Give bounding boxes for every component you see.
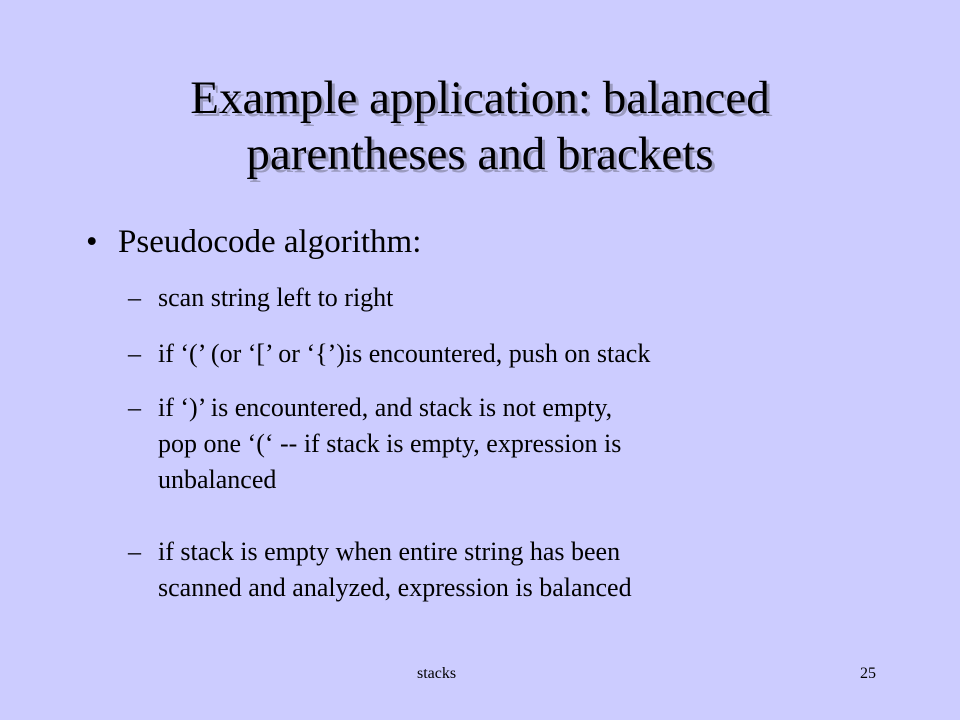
subitem-line: pop one ‘(‘ -- if stack is empty, expression is — [158, 429, 622, 458]
subitem-line: scan string left to right — [158, 283, 394, 312]
subitem-line: if ‘(’ (or ‘[’ or ‘{’)is encountered, push on stack — [158, 339, 651, 368]
subitem-line: unbalanced — [158, 465, 277, 494]
bullet-text: Pseudocode algorithm: — [118, 224, 422, 260]
dash-icon: – — [128, 537, 141, 566]
bullet-item — [86, 222, 421, 262]
subitem-line: scanned and analyzed, expression is balanced — [158, 573, 632, 602]
footer-label: stacks — [417, 665, 457, 682]
subitem-line: if stack is empty when entire string has been — [158, 537, 621, 566]
bullet-icon: • — [86, 224, 98, 260]
page-number: 25 — [860, 665, 876, 682]
dash-icon: – — [128, 393, 141, 422]
subitem-line: if ‘)’ is encountered, and stack is not empty, — [158, 393, 613, 422]
dash-icon: – — [128, 339, 141, 368]
subitem-pop — [128, 390, 621, 498]
subitem-scan — [128, 280, 393, 316]
slide-title-line-2: parentheses and brackets — [246, 128, 714, 180]
slide-title — [60, 70, 900, 182]
dash-icon: – — [128, 283, 141, 312]
subitem-push — [128, 336, 650, 372]
subitem-balanced — [128, 534, 632, 606]
slide-title-line-1: Example application: balanced — [190, 72, 770, 124]
